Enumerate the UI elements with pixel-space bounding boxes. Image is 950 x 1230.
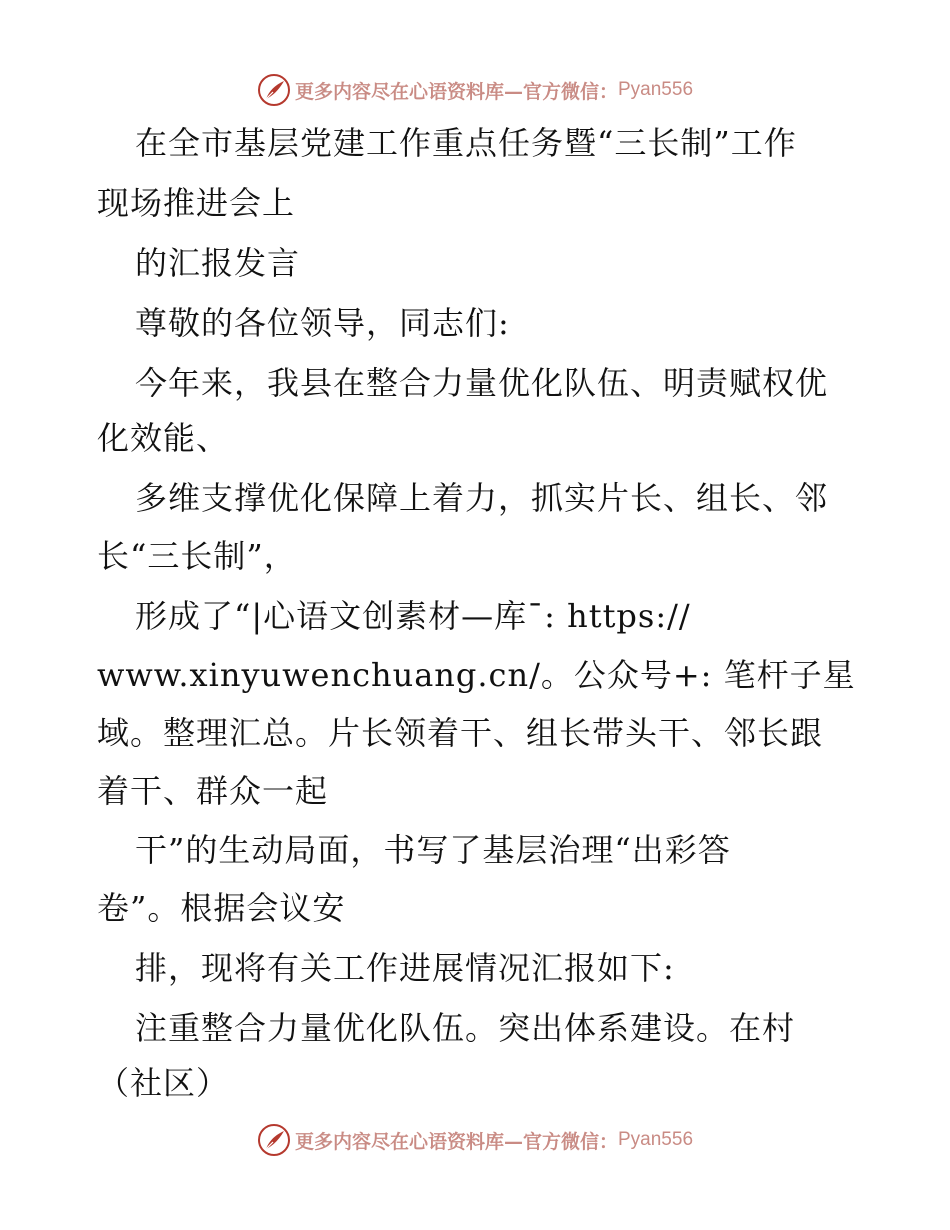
text-line: 化效能、: [97, 419, 230, 457]
header-watermark: [0, 72, 950, 108]
text-line: 尊敬的各位领导，同志们:: [135, 304, 510, 342]
quill-logo-icon: [257, 1123, 291, 1157]
text-line: 形成了“|心语文创素材—库¯: https://: [135, 597, 691, 635]
text-line: 注重整合力量优化队伍。突出体系建设。在村: [135, 1009, 796, 1047]
quill-logo-icon: [257, 73, 291, 107]
watermark-text: 更多内容尽在心语资料库—官方微信：: [294, 1130, 618, 1153]
text-line: 多维支撑优化保障上着力，抓实片长、组长、邻: [135, 479, 829, 517]
text-line: 长“三长制”，: [97, 537, 297, 575]
watermark-text: 更多内容尽在心语资料库—官方微信：: [294, 80, 618, 103]
watermark-wechat-id: Pyan556: [618, 1129, 694, 1150]
text-line: 排，现将有关工作进展情况汇报如下:: [135, 949, 675, 987]
text-line: （社区）: [97, 1064, 230, 1102]
text-line: 在全市基层党建工作重点任务暨“三长制”工作: [135, 124, 797, 162]
text-line: www.xinyuwenchuang.cn/。公众号+: 笔杆子星: [97, 656, 856, 694]
footer-watermark: [0, 1122, 950, 1158]
text-line: 卷”。根据会议安: [97, 889, 346, 927]
text-line: 的汇报发言: [135, 244, 301, 282]
text-line: 干”的生动局面，书写了基层治理“出彩答: [135, 831, 731, 869]
watermark-wechat-id: Pyan556: [618, 79, 694, 100]
text-line: 域。整理汇总。片长领着干、组长带头干、邻长跟: [97, 714, 824, 752]
text-line: 现场推进会上: [97, 184, 296, 222]
text-line: 着干、群众一起: [97, 772, 329, 810]
text-line: 今年来，我县在整合力量优化队伍、明责赋权优: [135, 364, 829, 402]
